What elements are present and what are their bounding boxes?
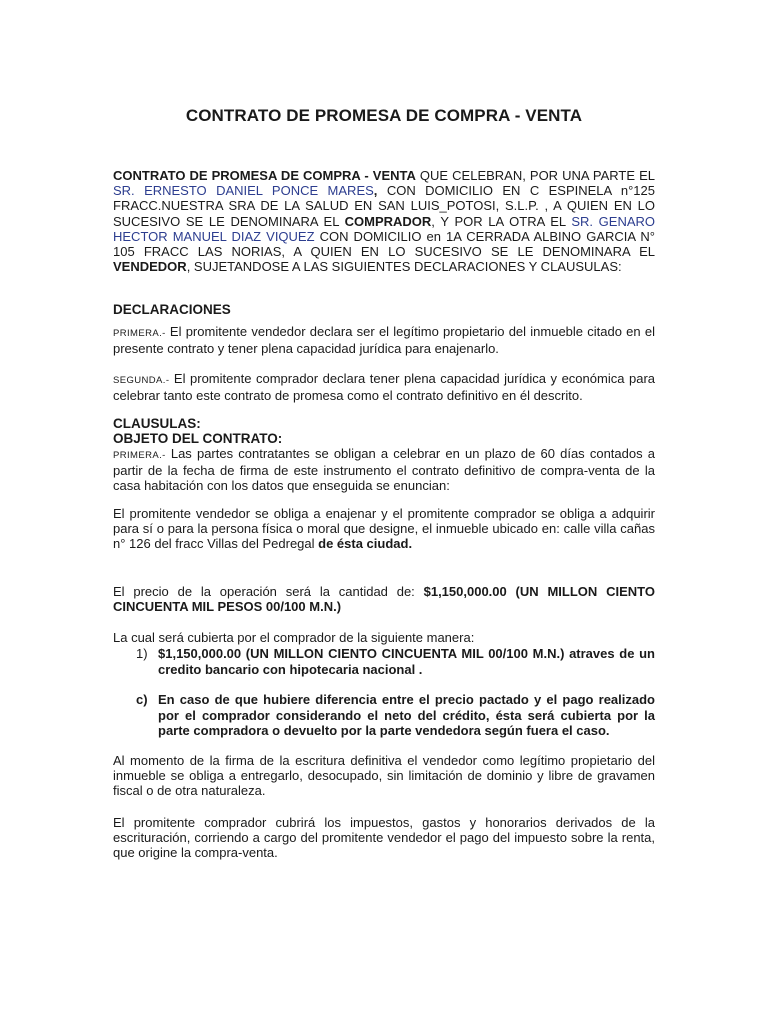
declaracion-segunda-text: El promitente comprador declara tener plena capacidad jurídica y económica para celebrar tanto este contrato de promesa como el contrato definitivo en él descrito.: [113, 371, 655, 404]
declaracion-primera-label: PRIMERA.-: [113, 328, 166, 339]
declaracion-primera-text: El promitente vendedor declara ser el legítimo propietario del inmueble citado en el presente contrato y tener plena capacidad jurídica para enajenarlo.: [113, 324, 655, 357]
taxes-paragraph: El promitente comprador cubrirá los impuestos, gastos y honorarios derivados de la escrituración, corriendo a cargo del promitente vendedor el pago del impuesto sobre la renta, que origine la compra-venta.: [113, 815, 655, 861]
objeto-heading: OBJETO DEL CONTRATO:: [113, 431, 283, 446]
delivery-paragraph: Al momento de la firma de la escritura definitiva el vendedor como legítimo propietario del inmueble se obliga a entregarlo, desocupado, sin limitación de dominio y libre de gravamen fiscal o de otra naturaleza.: [113, 753, 655, 799]
property-bold: de ésta ciudad.: [318, 536, 413, 552]
clausula-primera-text: Las partes contratantes se obligan a celebrar en un plazo de 60 días contados a partir de la fecha de firma de este instrumento el contrato definitivo de compra-venta de la casa habitación con los datos que enseguida se enuncian:: [113, 446, 655, 494]
intro-text-5: , SUJETANDOSE A LAS SIGUIENTES DECLARACIONES Y CLAUSULAS:: [186, 259, 622, 275]
intro-text-1: QUE CELEBRAN, POR UNA PARTE EL: [415, 168, 655, 183]
intro-paragraph: [113, 168, 655, 274]
payment-item-c-marker: c): [136, 692, 148, 707]
seller-name: SR. GENARO HECTOR MANUEL DIAZ VIQUEZ: [113, 213, 656, 244]
intro-text-3: , Y POR LA OTRA EL: [431, 213, 572, 229]
price-text: El precio de la operación será la cantidad de:: [113, 584, 424, 599]
seller-role: VENDEDOR: [113, 259, 187, 275]
document-title: CONTRATO DE PROMESA DE COMPRA - VENTA: [185, 106, 583, 125]
clausula-primera: [113, 446, 655, 494]
property-text: El promitente vendedor se obliga a enajenar y el promitente comprador se obliga a adquirir para sí o para la persona física o moral que designe, el inmueble ubicado en: calle villa cañas n° 126 del fracc Villas del Pedregal: [113, 506, 655, 552]
buyer-role: COMPRADOR: [344, 213, 432, 229]
payment-item-1-marker: 1): [136, 646, 148, 661]
declaraciones-heading: DECLARACIONES: [113, 302, 231, 317]
clausulas-heading: CLAUSULAS:: [113, 416, 201, 431]
declaracion-segunda-label: SEGUNDA.-: [113, 375, 170, 386]
intro-text-2: CON DOMICILIO EN C ESPINELA n°125 FRACC.NUESTRA SRA DE LA SALUD EN SAN LUIS_POTOSI, S.L.P. , A QUIEN EN LO SUCESIVO SE LE DENOMINARA EL: [113, 183, 655, 229]
intro-lead: CONTRATO DE PROMESA DE COMPRA - VENTA: [113, 168, 416, 183]
declaracion-primera: [113, 324, 655, 356]
clausula-primera-label: PRIMERA.-: [113, 450, 166, 461]
declaracion-segunda: [113, 371, 655, 403]
intro-text-4: CON DOMICILIO en 1A CERRADA ALBINO GARCIA N° 105 FRACC LAS NORIAS, A QUIEN EN LO SUCESIVO SE LE DENOMINARA EL: [113, 228, 655, 260]
payment-intro: La cual será cubierta por el comprador de la siguiente manera:: [113, 630, 475, 645]
payment-item-c-text: En caso de que hubiere diferencia entre el precio pactado y el pago realizado por el comprador considerando el neto del crédito, ésta será cubierta por la parte compradora o devuelto por la parte vendedora según fuera el caso.: [158, 692, 655, 738]
payment-item-1-text: $1,150,000.00 (UN MILLON CIENTO CINCUENTA MIL 00/100 M.N.) atraves de un credito bancario con hipotecaria nacional .: [158, 646, 655, 677]
intro-comma: ,: [373, 183, 378, 199]
property-paragraph: [113, 506, 655, 552]
price-amount: $1,150,000.00 (UN MILLON CIENTO CINCUENTA MIL PESOS 00/100 M.N.): [113, 584, 655, 615]
price-paragraph: [113, 584, 655, 614]
buyer-name: SR. ERNESTO DANIEL PONCE MARES: [113, 183, 374, 199]
